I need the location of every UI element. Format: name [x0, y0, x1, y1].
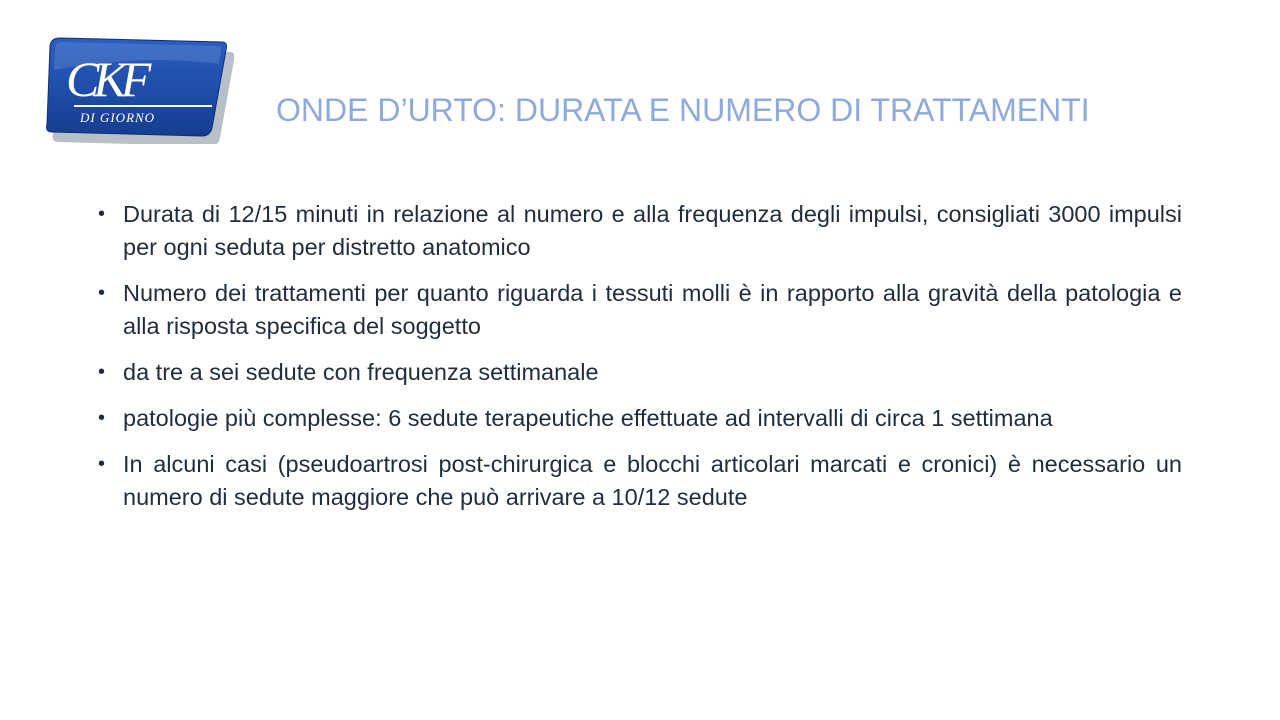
bullet-text: Numero dei trattamenti per quanto riguarda i tessuti molli è in rapporto alla gravità della patologia e alla risposta specifica del soggetto	[123, 280, 1182, 339]
bullet-marker: •	[98, 453, 106, 475]
bullet-text: Durata di 12/15 minuti in relazione al numero e alla frequenza degli impulsi, consigliati 3000 impulsi per ogni seduta per distretto anatomico	[123, 201, 1182, 260]
svg-text:DI GIORNO: DI GIORNO	[80, 110, 156, 125]
bullet-item	[98, 198, 1182, 264]
slide-title: ONDE D’URTO: DURATA E NUMERO DI TRATTAMENTI	[276, 92, 1090, 128]
bullet-marker: •	[98, 282, 106, 304]
bullet-item	[98, 448, 1182, 514]
bullet-text: In alcuni casi (pseudoartrosi post-chirurgica e blocchi articolari marcati e cronici) è necessario un numero di sedute maggiore che può arrivare a 10/12 sedute	[123, 451, 1182, 510]
bullet-text: patologie più complesse: 6 sedute terapeutiche effettuate ad intervalli di circa 1 settimana	[123, 405, 1053, 431]
bullet-marker: •	[98, 361, 106, 383]
bullet-marker: •	[98, 203, 106, 225]
bullet-item	[98, 277, 1182, 343]
bullet-text: da tre a sei sedute con frequenza settimanale	[123, 359, 599, 385]
bullet-list	[98, 198, 1182, 527]
bullet-item	[98, 356, 1182, 389]
bullet-item	[98, 402, 1182, 435]
ckf-logo	[44, 34, 234, 144]
ckf-logo-graphic	[44, 34, 234, 144]
bullet-marker: •	[98, 407, 106, 429]
svg-text:CKF: CKF	[66, 51, 146, 107]
